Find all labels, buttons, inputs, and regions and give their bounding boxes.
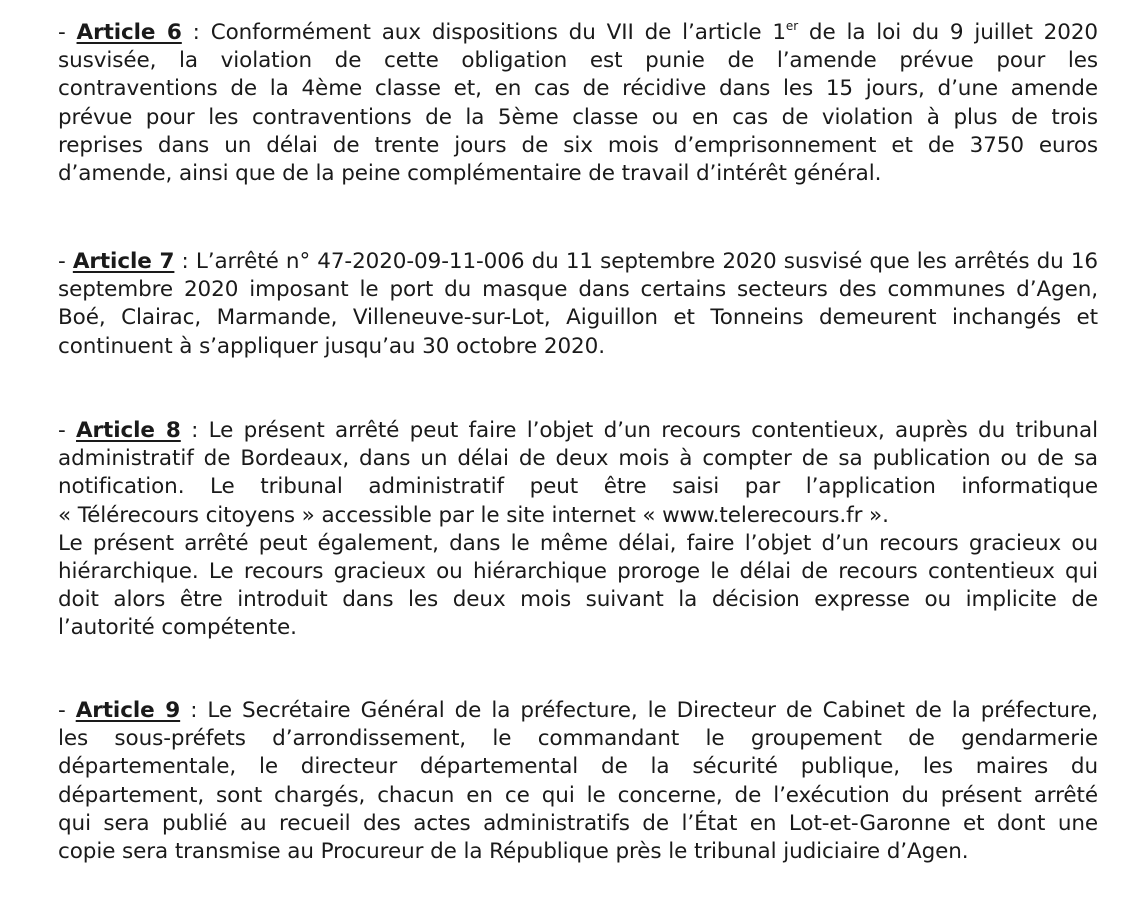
article-prefix: - <box>58 249 73 274</box>
article-line <box>58 697 1098 725</box>
article-9 <box>58 697 1098 866</box>
article-line <box>58 248 1098 276</box>
article-line: d’amende, ainsi que de la peine complémentaire de travail d’intérêt général. <box>58 161 882 187</box>
article-line: contraventions de la 4ème classe et, en cas de récidive dans les 15 jours, d’une amende <box>58 76 1098 102</box>
article-line: Boé, Clairac, Marmande, Villeneuve-sur-Lot, Aiguillon et Tonneins demeurent inchangés et <box>58 305 1098 331</box>
article-line: notification. Le tribunal administratif peut être saisi par l’application informatique <box>58 474 1098 500</box>
article-line: Le présent arrêté peut également, dans le même délai, faire l’objet d’un recours gracieux ou <box>58 530 1098 556</box>
article-prefix: - <box>58 698 76 723</box>
article-6 <box>58 19 1098 188</box>
article-prefix: - <box>58 418 77 443</box>
article-separator: : <box>181 20 211 45</box>
article-line: département, sont chargés, chacun en ce qui le concerne, de l’exécution du présent arrêté <box>58 782 1098 808</box>
article-heading: Article 6 <box>76 20 182 45</box>
article-text: Le Secrétaire Général de la préfecture, le Directeur de Cabinet de la préfecture, <box>207 698 1098 723</box>
article-line <box>58 417 1098 445</box>
article-line: continuent à s’appliquer jusqu’au 30 octobre 2020. <box>58 333 605 359</box>
article-line: prévue pour les contraventions de la 5ème classe ou en cas de violation à plus de trois <box>58 104 1098 130</box>
article-7 <box>58 248 1098 361</box>
article-prefix: - <box>58 20 77 45</box>
article-line: reprises dans un délai de trente jours de six mois d’emprisonnement et de 3750 euros <box>58 132 1098 158</box>
article-8 <box>58 417 1098 643</box>
article-text: L’arrêté n° 47-2020-09-11-006 du 11 septembre 2020 susvisé que les arrêtés du 16 <box>195 249 1098 274</box>
article-line: « Télérecours citoyens » accessible par le site internet « www.telerecours.fr ». <box>58 502 889 528</box>
article-heading: Article 8 <box>76 418 181 443</box>
article-line: qui sera publié au recueil des actes administratifs de l’État en Lot-et-Garonne et dont une <box>58 810 1098 836</box>
superscript: er <box>785 19 799 33</box>
article-line: départementale, le directeur départemental de la sécurité publique, les maires du <box>58 754 1098 780</box>
article-separator: : <box>180 698 208 723</box>
article-line: les sous-préfets d’arrondissement, le commandant le groupement de gendarmerie <box>58 726 1098 752</box>
article-line: hiérarchique. Le recours gracieux ou hiérarchique proroge le délai de recours contentieux qui <box>58 559 1098 585</box>
article-line: copie sera transmise au Procureur de la République près le tribunal judiciaire d’Agen. <box>58 839 969 865</box>
article-separator: : <box>174 249 196 274</box>
article-text: Conformément aux dispositions du VII de l’article 1 <box>210 20 786 45</box>
article-separator: : <box>180 418 209 443</box>
article-line: doit alors être introduit dans les deux mois suivant la décision expresse ou implicite de <box>58 587 1098 613</box>
article-line: susvisée, la violation de cette obligation est punie de l’amende prévue pour les <box>58 48 1098 74</box>
article-text: de la loi du 9 juillet 2020 <box>798 20 1098 45</box>
article-line: l’autorité compétente. <box>58 615 297 641</box>
article-line: administratif de Bordeaux, dans un délai de deux mois à compter de sa publication ou de sa <box>58 446 1098 472</box>
article-line: septembre 2020 imposant le port du masque dans certains secteurs des communes d’Agen, <box>58 277 1098 303</box>
article-heading: Article 9 <box>75 698 181 723</box>
article-heading: Article 7 <box>72 249 175 274</box>
article-text: Le présent arrêté peut faire l’objet d’un recours contentieux, auprès du tribunal <box>208 418 1098 443</box>
article-line <box>58 19 1098 47</box>
